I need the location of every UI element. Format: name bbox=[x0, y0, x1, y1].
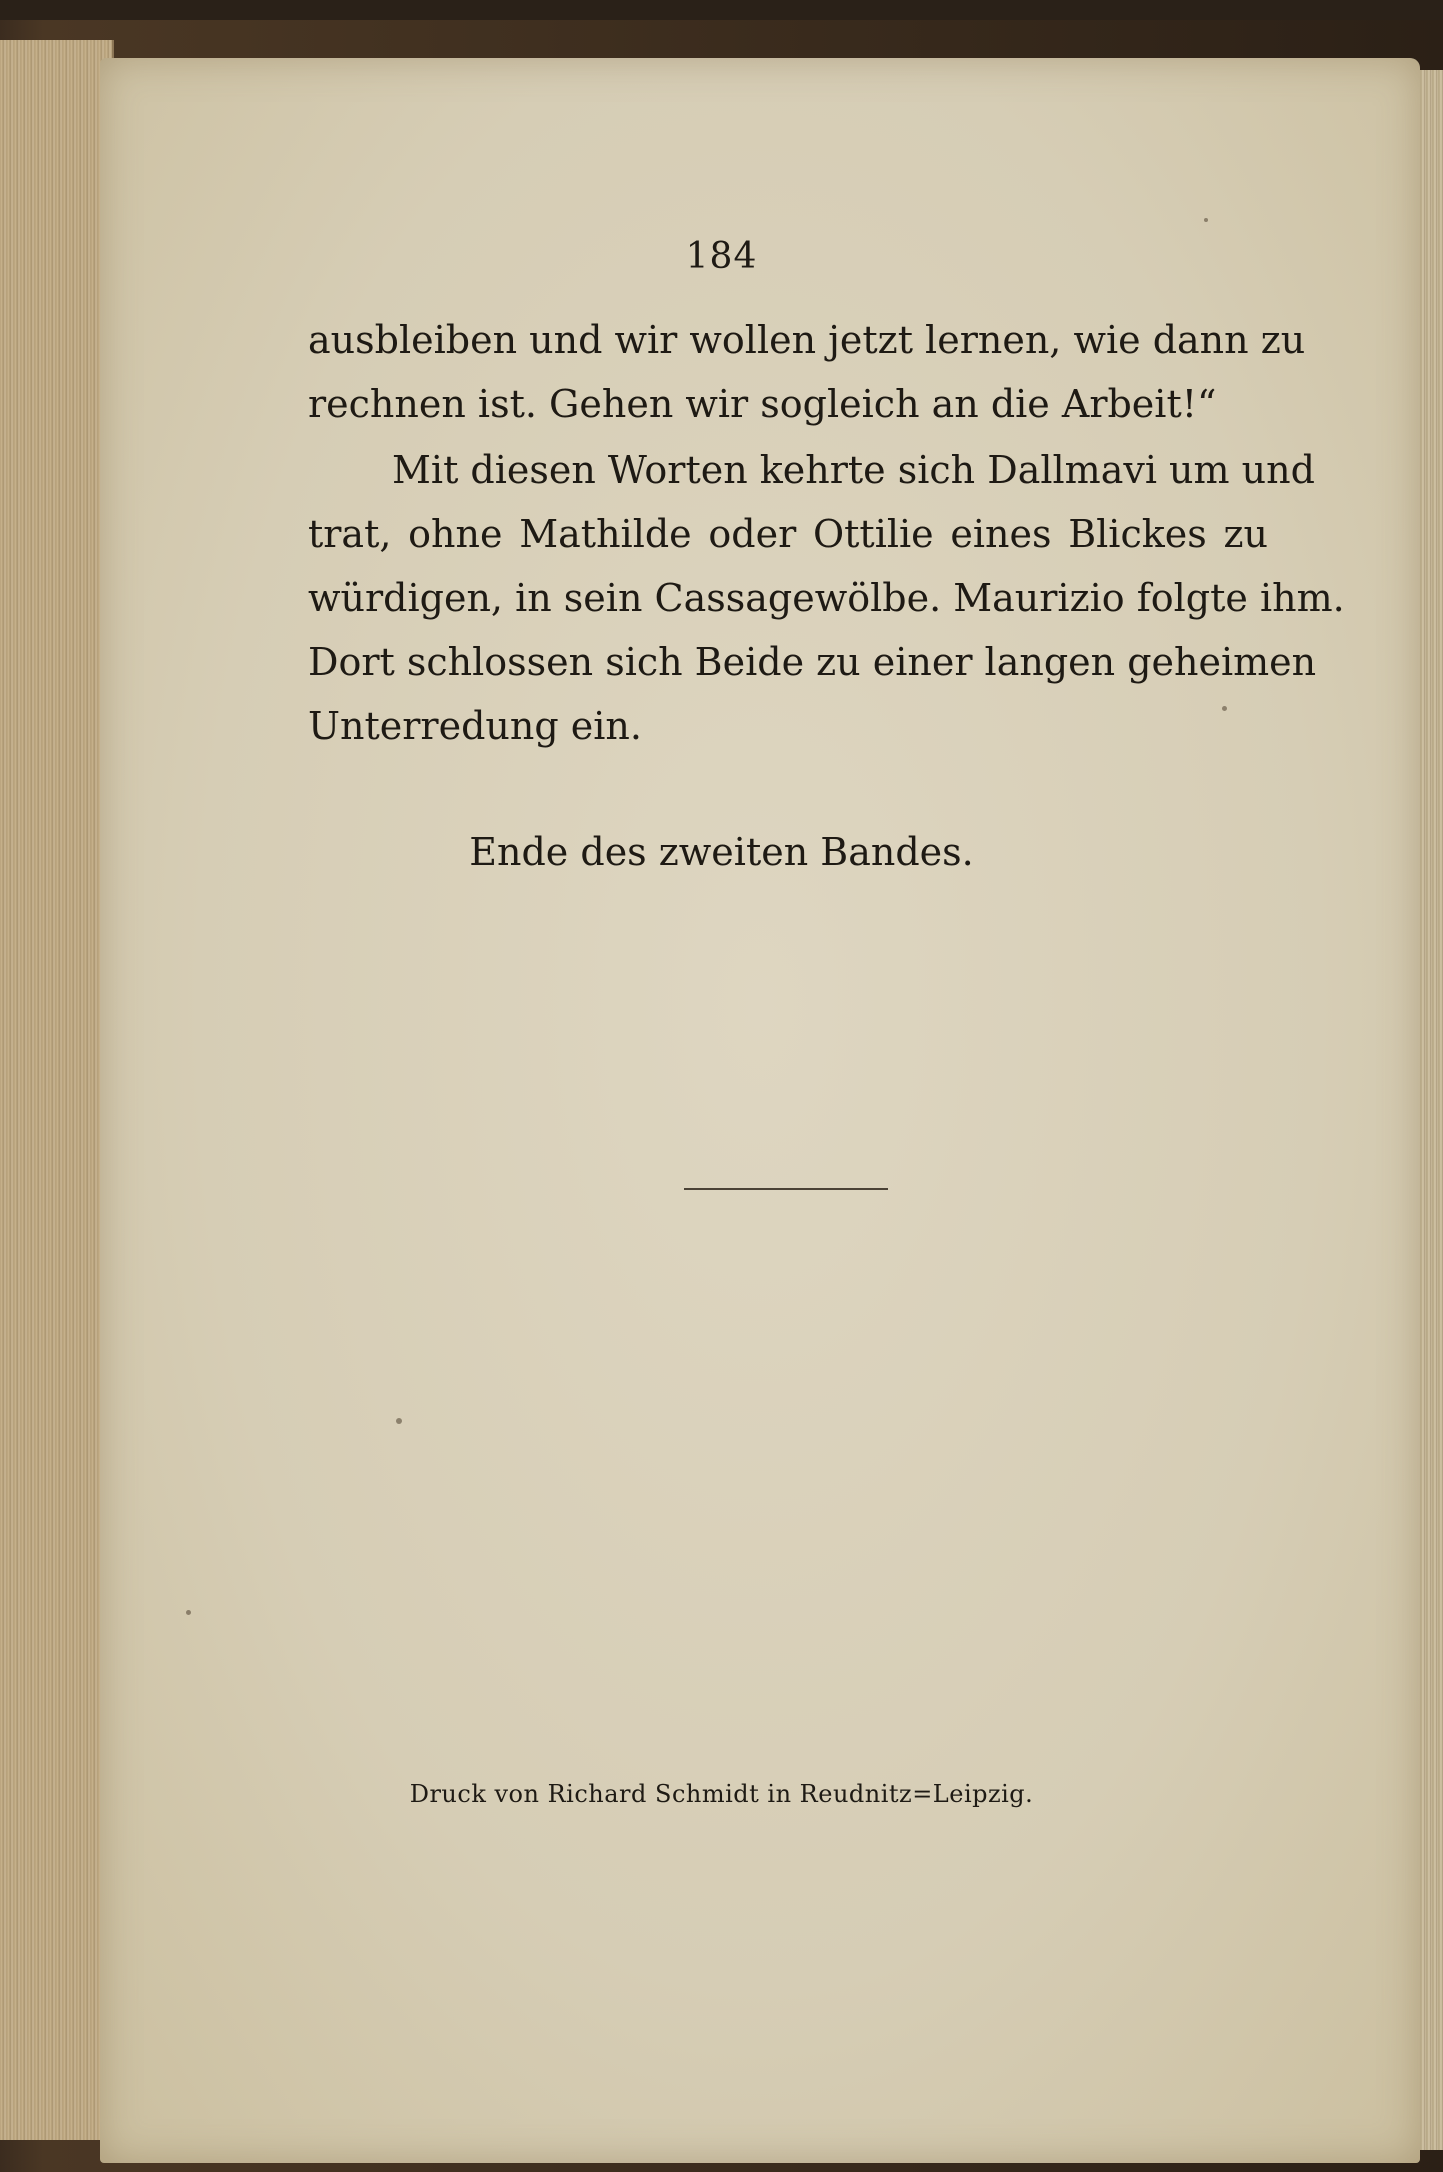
page-number: 184 bbox=[685, 236, 758, 277]
end-of-volume-note: Ende des zweiten Bandes. bbox=[469, 830, 974, 874]
text-line: würdigen, in sein Cassagewölbe. Maurizio folgte ihm. bbox=[308, 576, 1345, 620]
paper-speck bbox=[396, 1418, 402, 1424]
printer-imprint: Druck von Richard Schmidt in Reudnitz=Leipzig. bbox=[409, 1780, 1034, 1808]
text-line: Mit diesen Worten kehrte sich Dallmavi um und bbox=[392, 448, 1315, 492]
text-line: trat, ohne Mathilde oder Ottilie eines Blickes zu bbox=[308, 512, 1268, 556]
paper-speck bbox=[186, 1610, 191, 1615]
paper-speck bbox=[1222, 706, 1227, 711]
text-line: Dort schlossen sich Beide zu einer langen geheimen bbox=[308, 640, 1317, 684]
text-line: ausbleiben und wir wollen jetzt lernen, wie dann zu bbox=[308, 318, 1306, 362]
text-line: Unterredung ein. bbox=[308, 704, 642, 748]
divider-rule bbox=[684, 1188, 888, 1190]
page-edges-right bbox=[1419, 70, 1443, 2150]
text-line: rechnen ist. Gehen wir sogleich an die Arbeit!“ bbox=[308, 382, 1217, 426]
paper-speck bbox=[1204, 218, 1208, 222]
page-edges-left bbox=[0, 40, 114, 2140]
